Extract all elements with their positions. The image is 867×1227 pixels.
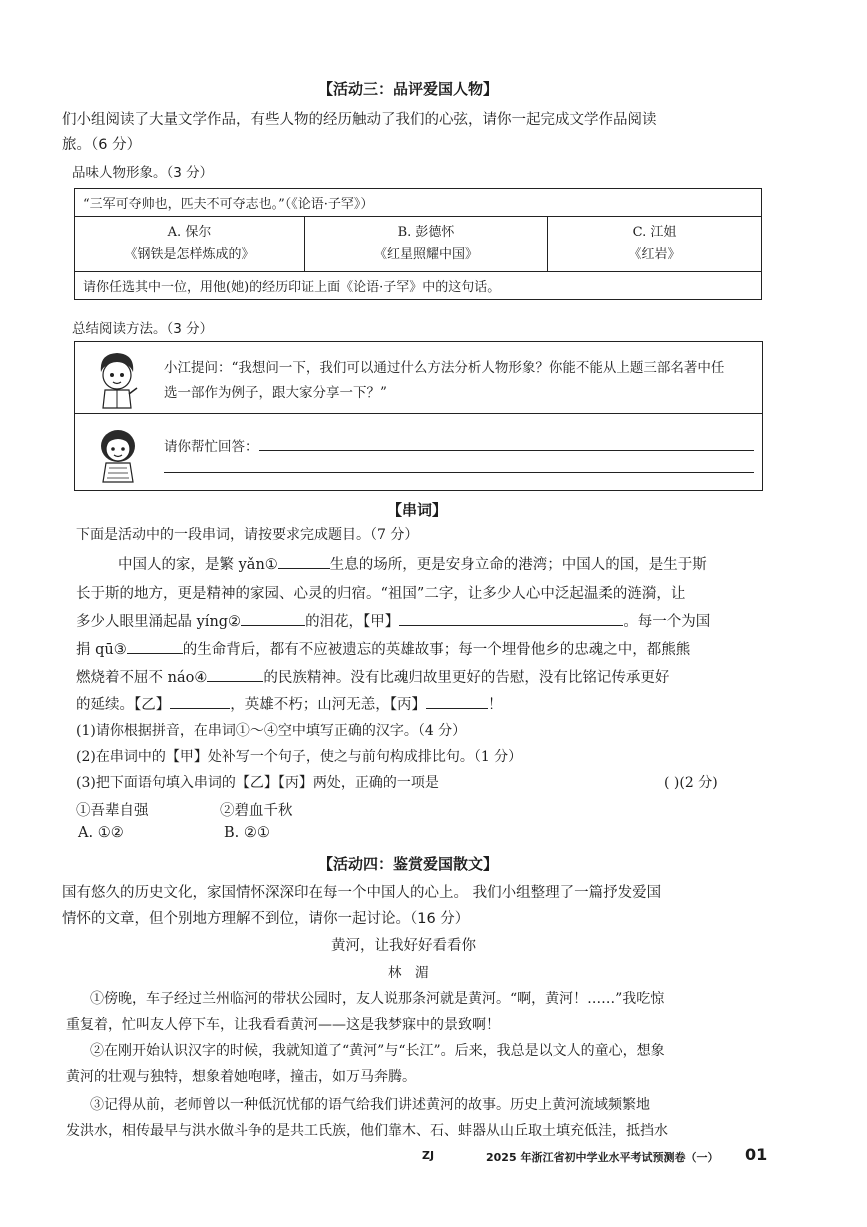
quote-cell: “三军可夺帅也，匹夫不可夺志也。”（《论语·子罕》） xyxy=(75,189,762,217)
q1-heading: 品味人物形象。（3 分） xyxy=(72,165,214,181)
essay-author: 林 湄 xyxy=(388,965,429,981)
activity3-intro-line2: 旅。（6 分） xyxy=(62,137,142,153)
chuanci-p5b: 的民族精神。没有比魂归故里更好的告慰，没有比铭记传承更好 xyxy=(263,670,670,686)
phrase-1: ①吾辈自强 xyxy=(76,803,149,819)
essay-title: 黄河，让我好好看看你 xyxy=(331,938,476,954)
blank-2[interactable] xyxy=(241,611,305,626)
para2-line2: 黄河的壮观与独特，想象着她咆哮，撞击，如万马奔腾。 xyxy=(66,1069,416,1085)
chuanci-intro: 下面是活动中的一段串词，请按要求完成题目。（7 分） xyxy=(76,527,419,543)
option-c-cell xyxy=(548,217,762,272)
chuanci-p3c: 。每一个为国 xyxy=(623,614,711,630)
answer-label: 请你帮忙回答： xyxy=(164,439,259,455)
q2-heading: 总结阅读方法。（3 分） xyxy=(72,321,214,337)
option-a-name: A. 保尔 xyxy=(167,225,212,240)
option-b-name: B. 彭德怀 xyxy=(397,225,455,240)
chuanci-line6 xyxy=(76,693,503,714)
activity4-title: 【活动四：鉴赏爱国散文】 xyxy=(318,855,499,873)
activity3-title: 【活动三：品评爱国人物】 xyxy=(318,80,499,98)
answer-line-1[interactable] xyxy=(259,450,754,451)
option-a-cell xyxy=(75,217,305,272)
boy-cartoon-icon xyxy=(93,348,141,410)
blank-jia[interactable] xyxy=(399,611,623,626)
activity3-intro-line1: 们小组阅读了大量文学作品，有些人物的经历触动了我们的心弦，请你一起完成文学作品阅读 xyxy=(62,112,657,128)
chuanci-p3a: 多少人眼里涌起晶 yíng② xyxy=(76,614,242,630)
phrase-2: ②碧血千秋 xyxy=(220,803,293,819)
option-b-book: 《红星照耀中国》 xyxy=(373,247,478,262)
dialogue-box xyxy=(74,341,763,491)
dialogue-divider xyxy=(75,413,762,414)
activity4-intro-line2: 情怀的文章，但个别地方理解不到位，请你一起讨论。（16 分） xyxy=(62,911,470,927)
sub-question-2: (2)在串词中的【甲】处补写一个句子，使之与前句构成排比句。（1 分） xyxy=(76,749,523,765)
para3-line1: ③记得从前，老师曾以一种低沉忧郁的语气给我们讲述黄河的故事。历史上黄河流域频繁地 xyxy=(90,1097,650,1113)
para1-line1: ①傍晚，车子经过兰州临河的带状公园时，友人说那条河就是黄河。“啊，黄河！……”我吃惊 xyxy=(90,991,665,1007)
chuanci-p3b: 的泪花，【甲】 xyxy=(305,614,400,630)
answer-line-2[interactable] xyxy=(164,472,754,473)
chuanci-line1 xyxy=(118,553,707,574)
chuanci-line2: 长于斯的地方，更是精神的家园、心灵的归宿。“祖国”二字，让多少人心中泛起温柔的涟漪，让 xyxy=(76,586,686,602)
chuanci-p1a: 中国人的家，是繁 yǎn① xyxy=(118,557,278,573)
chuanci-p6a: 的延续。【乙】 xyxy=(76,697,171,713)
chuanci-title: 【串词】 xyxy=(387,501,448,519)
para3-line2: 发洪水，相传最早与洪水做斗争的是共工氏族，他们靠木、石、蚌器从山丘取土填充低洼，抵挡水 xyxy=(66,1123,668,1139)
footer-exam: 2025 年浙江省初中学业水平考试预测卷（一） xyxy=(486,1151,719,1164)
page-number: 01 xyxy=(745,1145,768,1164)
option-b-cell xyxy=(305,217,548,272)
sub-question-1: (1)请你根据拼音，在串词①～④空中填写正确的汉字。（4 分） xyxy=(76,723,467,739)
para2-line1: ②在刚开始认识汉字的时候，我就知道了“黄河”与“长江”。后来，我总是以文人的童心，想象 xyxy=(90,1043,665,1059)
character-table xyxy=(74,188,762,300)
chuanci-p6b: ，英雄不朽；山河无恙，【丙】 xyxy=(230,697,426,713)
activity4-intro-line1: 国有悠久的历史文化，家国情怀深深印在每一个中国人的心上。 我们小组整理了一篇抒发爱国 xyxy=(62,885,662,901)
blank-1[interactable] xyxy=(278,554,330,569)
chuanci-p4b: 的生命背后，都有不应被遗忘的英雄故事；每一个埋骨他乡的忠魂之中，都熊熊 xyxy=(182,642,691,658)
chuanci-p1b: 生息的场所，更是安身立命的港湾；中国人的国，是生于斯 xyxy=(329,557,707,573)
blank-3[interactable] xyxy=(127,639,183,654)
blank-yi[interactable] xyxy=(170,694,230,709)
chuanci-p6c: ！ xyxy=(488,697,503,713)
question-line1: 小江提问：“我想问一下，我们可以通过什么方法分析人物形象？你能不能从上题三部名著中任 xyxy=(164,360,725,376)
chuanci-p5a: 燃烧着不屈不 náo④ xyxy=(76,670,208,686)
question-line2: 选一部作为例子，跟大家分享一下？” xyxy=(164,385,387,401)
chuanci-p4a: 捐 qū③ xyxy=(76,642,127,658)
option-c-name: C. 江姐 xyxy=(632,225,677,240)
chuanci-line3 xyxy=(76,610,710,631)
girl-cartoon-icon xyxy=(95,422,141,484)
prompt-cell: 请你任选其中一位，用他(她)的经历印证上面《论语·子罕》中的这句话。 xyxy=(75,272,762,300)
choice-b[interactable]: B. ②① xyxy=(224,825,270,841)
choice-a[interactable]: A. ①② xyxy=(78,825,124,841)
blank-4[interactable] xyxy=(207,667,263,682)
blank-bing[interactable] xyxy=(426,694,488,709)
chuanci-line4 xyxy=(76,638,690,659)
sub-question-3: (3)把下面语句填入串词的【乙】【丙】两处，正确的一项是 xyxy=(76,775,439,791)
option-a-book: 《钢铁是怎样炼成的》 xyxy=(124,247,255,262)
chuanci-line5 xyxy=(76,666,669,687)
answer-paren[interactable]: ( )(2 分) xyxy=(664,775,718,791)
option-c-book: 《红岩》 xyxy=(628,247,681,262)
para1-line2: 重复着，忙叫友人停下车，让我看看黄河——这是我梦寐中的景致啊！ xyxy=(66,1017,500,1033)
footer-code: ZJ xyxy=(422,1149,435,1162)
